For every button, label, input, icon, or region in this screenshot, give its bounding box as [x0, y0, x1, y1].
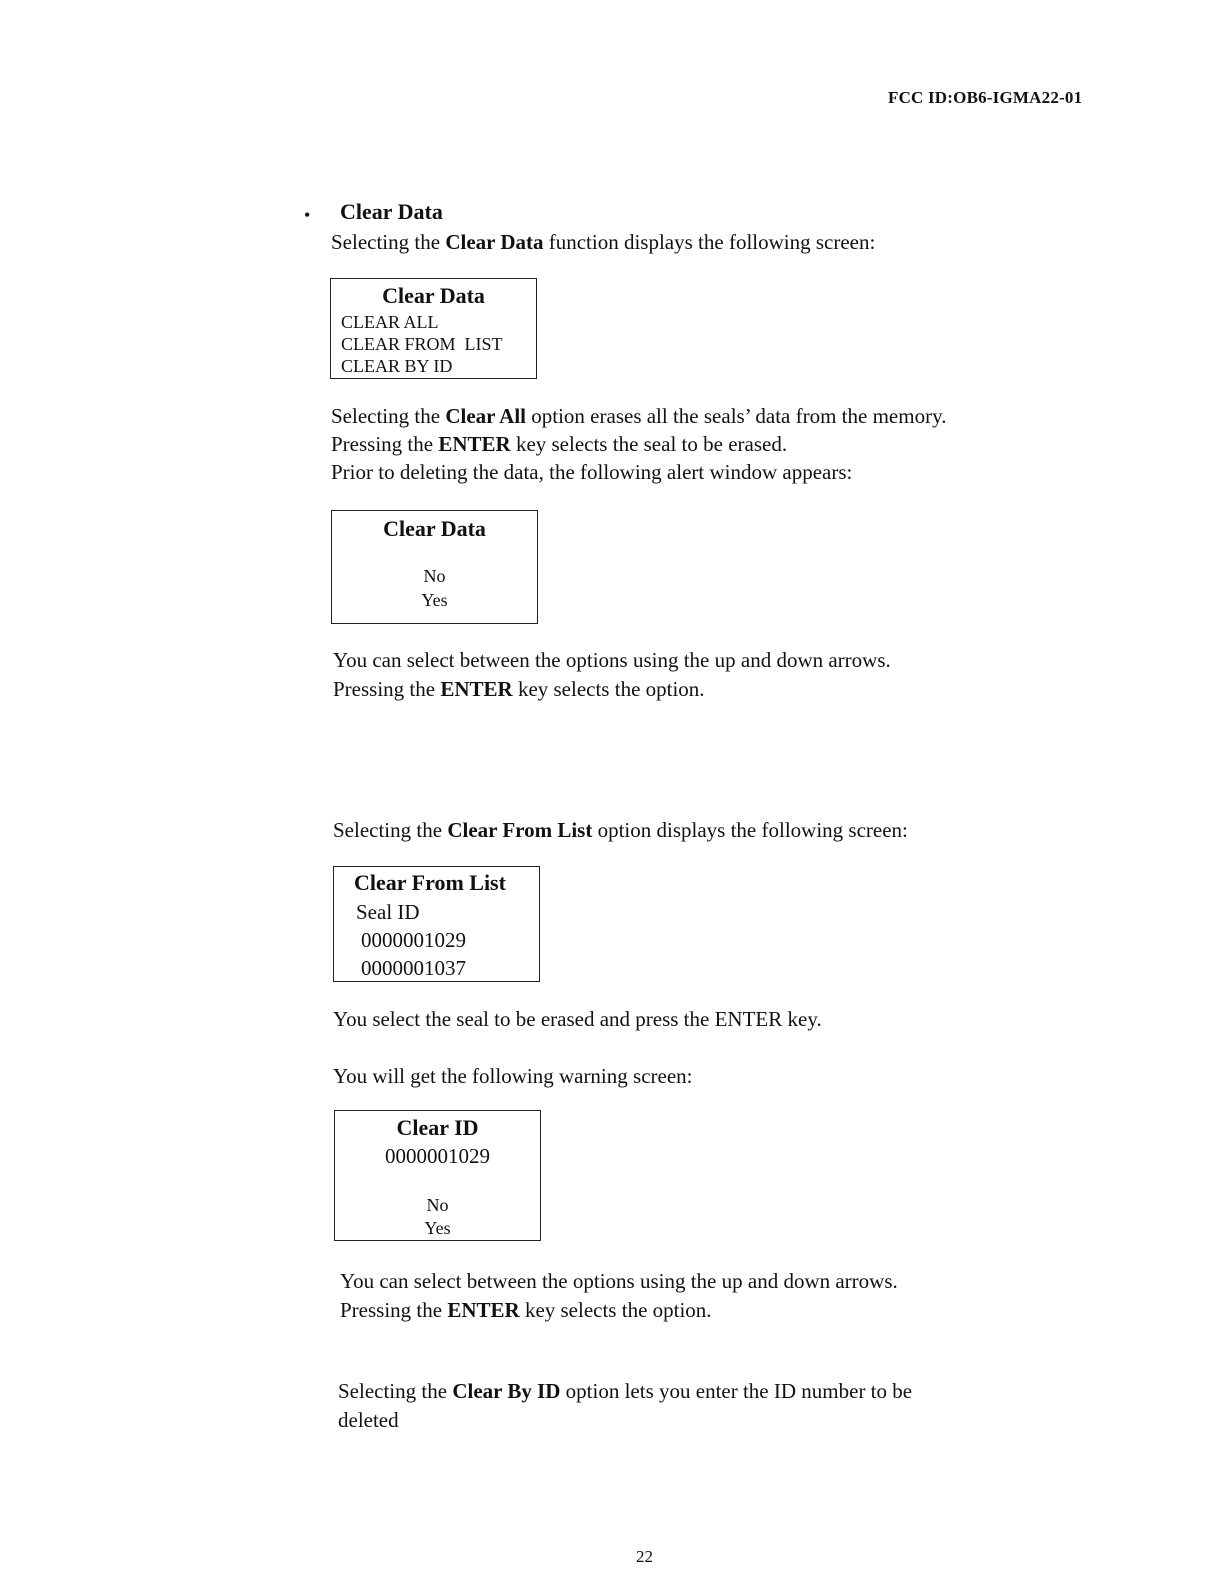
text-bold: Clear All	[445, 404, 527, 428]
screen-title: Clear Data	[382, 283, 485, 308]
screen-title: Clear Data	[383, 516, 486, 541]
screen-title: Clear ID	[396, 1115, 479, 1140]
text-run: Pressing the	[340, 1298, 448, 1322]
paragraph-options-line2	[333, 674, 705, 704]
text-run: Selecting the	[331, 230, 446, 254]
text-bold: Clear By ID	[452, 1379, 561, 1403]
screen-clear-data-menu	[330, 278, 537, 379]
menu-item-clear-all: CLEAR ALL	[341, 312, 439, 332]
text-run: Selecting the	[333, 818, 448, 842]
option-yes: Yes	[421, 590, 448, 610]
text-run: Selecting the	[338, 1379, 453, 1403]
paragraph-warning-intro: You will get the following warning screen:	[333, 1064, 693, 1088]
text-bold: Clear Data	[445, 230, 544, 254]
paragraph-clear-from-list	[333, 815, 908, 845]
seal-id-item: 0000001029	[361, 928, 466, 952]
paragraph-clear-all-line2	[331, 429, 787, 459]
text-run: key selects the option.	[512, 677, 705, 701]
paragraph-options-line1: You can select between the options using the up and down arrows.	[333, 648, 891, 672]
paragraph-clear-data-intro	[331, 227, 875, 257]
paragraph-options2-line1: You can select between the options using the up and down arrows.	[340, 1269, 898, 1293]
text-run: key selects the option.	[519, 1298, 712, 1322]
paragraph-clear-by-id-line2: deleted	[338, 1408, 399, 1432]
seal-id-item: 0000001037	[361, 956, 466, 980]
screen-clear-from-list	[333, 866, 540, 982]
seal-id-value: 0000001029	[385, 1144, 490, 1168]
paragraph-clear-all-line3: Prior to deleting the data, the following alert window appears:	[331, 460, 853, 484]
paragraph-select-seal: You select the seal to be erased and press the ENTER key.	[333, 1007, 822, 1031]
screen-title: Clear From List	[354, 870, 506, 895]
screen-clear-data-alert	[331, 510, 538, 624]
screen-clear-id-warning	[334, 1110, 541, 1241]
seal-id-label: Seal ID	[356, 900, 420, 924]
text-run: function displays the following screen:	[543, 230, 876, 254]
menu-item-clear-from-list: CLEAR FROM LIST	[341, 334, 503, 354]
page-number: 22	[636, 1547, 653, 1566]
paragraph-options2-line2	[340, 1295, 712, 1325]
text-run: option lets you enter the ID number to be	[560, 1379, 913, 1403]
bullet-icon: •	[304, 205, 311, 225]
fcc-id-header: FCC ID:OB6-IGMA22-01	[888, 88, 1083, 107]
text-bold: ENTER	[447, 1298, 520, 1322]
option-yes: Yes	[424, 1218, 451, 1238]
text-run: Pressing the	[333, 677, 441, 701]
text-bold: ENTER	[440, 677, 513, 701]
paragraph-clear-all-line1	[331, 401, 946, 431]
text-bold: ENTER	[438, 432, 511, 456]
text-run: option erases all the seals’ data from the memory.	[526, 404, 947, 428]
section-title: Clear Data	[340, 199, 443, 224]
option-no: No	[423, 566, 446, 586]
text-run: Selecting the	[331, 404, 446, 428]
text-run: key selects the seal to be erased.	[510, 432, 788, 456]
text-bold: Clear From List	[447, 818, 593, 842]
option-no: No	[426, 1195, 449, 1215]
paragraph-clear-by-id-line1	[338, 1376, 912, 1406]
text-run: Pressing the	[331, 432, 439, 456]
menu-item-clear-by-id: CLEAR BY ID	[341, 356, 453, 376]
text-run: option displays the following screen:	[592, 818, 908, 842]
